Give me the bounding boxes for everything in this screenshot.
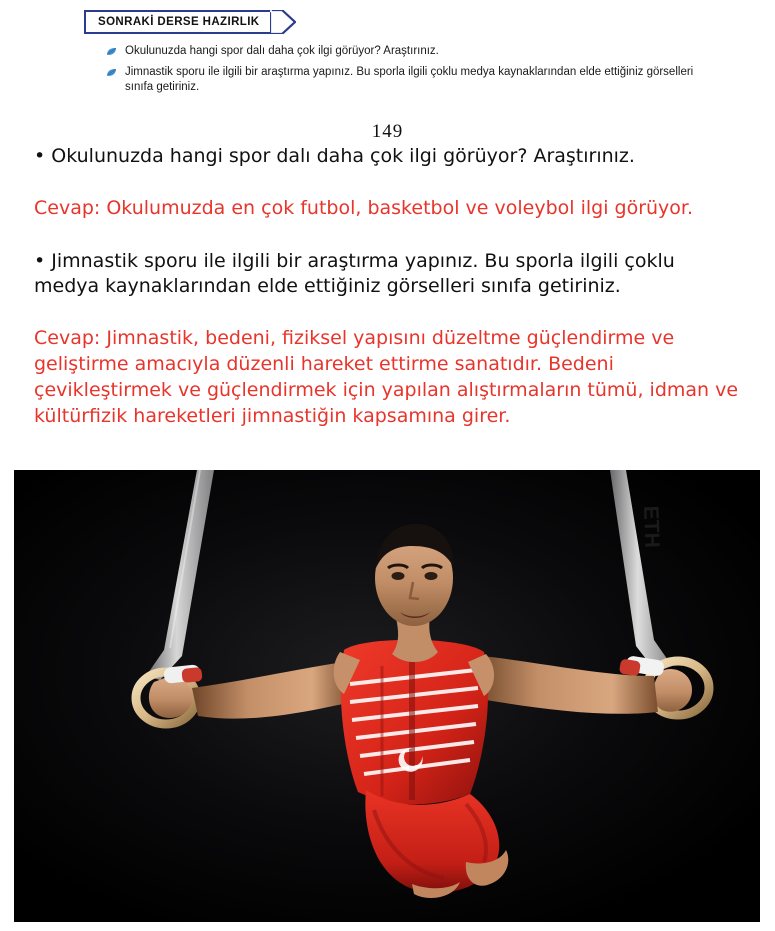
svg-text:ETH: ETH: [639, 505, 664, 549]
handwritten-answer-2: Cevap: Jimnastik, bedeni, fiziksel yapısını düzeltme güçlendirme ve geliştirme amacıyla düzenli hareket ettirme sanatıdır. Bedeni çevikleştirmek ve güçlendirmek için yapılan alıştırmaların tümü, idman ve kültürfizik hareketleri jimnastiğin kapsamına girer.: [34, 327, 739, 427]
prep-question-1: Okulunuzda hangi spor dalı daha çok ilgi görüyor? Araştırınız.: [125, 45, 439, 57]
right-arrow-icon: [270, 10, 296, 34]
prep-banner-body: [84, 10, 270, 34]
page-number: 149: [371, 121, 404, 142]
handwritten-answer-1: Cevap: Okulumuzda en çok futbol, basketbol ve voleybol ilgi görüyor.: [34, 197, 694, 219]
gymnast-rings-photo: [14, 470, 760, 922]
prep-question-2: Jimnastik sporu ile ilgili bir araştırma yapınız. Bu sporla ilgili çoklu medya kaynaklarından elde ettiğiniz görselleri sınıfa getiriniz.: [125, 66, 694, 93]
prep-banner: [84, 10, 296, 34]
list-item: [106, 44, 706, 59]
answer-body: [34, 144, 740, 429]
prep-banner-label: SONRAKİ DERSE HAZIRLIK: [98, 16, 260, 28]
leaf-bullet-icon: [106, 65, 119, 77]
handwritten-question-1: • Okulunuzda hangi spor dalı daha çok ilgi görüyor? Araştırınız.: [34, 145, 635, 167]
torso-singlet: [334, 640, 494, 805]
handwritten-question-2: • Jimnastik sporu ile ilgili bir araştırma yapınız. Bu sporla ilgili çoklu medya kaynaklarından elde ettiğiniz görselleri sınıfa getiriniz.: [34, 250, 675, 297]
prep-question-list: [106, 44, 706, 101]
leaf-bullet-icon: [106, 44, 119, 56]
list-item: [106, 65, 706, 95]
